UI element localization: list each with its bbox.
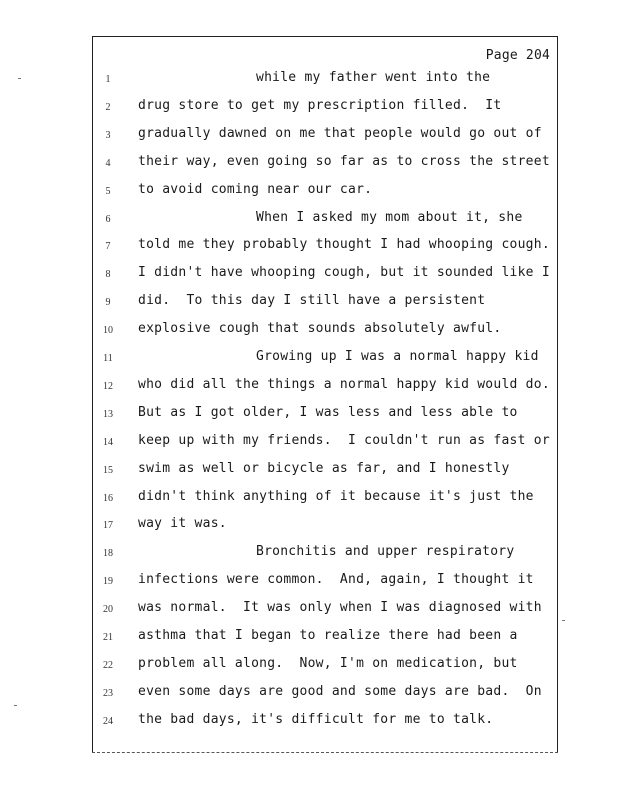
line-text: drug store to get my prescription filled. It xyxy=(138,97,502,113)
line-number: 20 xyxy=(103,604,113,616)
transcript-line xyxy=(0,405,618,425)
line-text: gradually dawned on me that people would go out of xyxy=(138,125,542,141)
line-text: way it was. xyxy=(138,516,227,532)
line-number: 6 xyxy=(105,213,111,225)
transcript-line xyxy=(0,237,618,257)
line-number: 13 xyxy=(103,408,113,420)
transcript-line xyxy=(0,600,618,620)
line-text: I didn't have whooping cough, but it sounded like I xyxy=(138,265,550,281)
transcript-line xyxy=(0,516,618,536)
line-number: 2 xyxy=(105,101,111,113)
transcript-line xyxy=(0,712,618,732)
transcript-line xyxy=(0,182,618,202)
line-text: was normal. It was only when I was diagnosed with xyxy=(138,600,542,616)
line-number: 4 xyxy=(105,157,111,169)
transcript-line xyxy=(0,154,618,174)
line-text: did. To this day I still have a persistent xyxy=(138,293,486,309)
line-text: infections were common. And, again, I thought it xyxy=(138,572,534,588)
line-text: the bad days, it's difficult for me to talk. xyxy=(138,711,494,727)
page-number: Page 204 xyxy=(485,48,550,63)
transcript-line xyxy=(0,377,618,397)
line-text: while my father went into the xyxy=(256,70,491,85)
transcript-line xyxy=(0,572,618,592)
line-number: 7 xyxy=(105,241,111,253)
line-number: 24 xyxy=(103,715,113,727)
transcript-line xyxy=(0,656,618,676)
line-number: 22 xyxy=(103,659,113,671)
transcript-line xyxy=(0,461,618,481)
line-text: explosive cough that sounds absolutely awful. xyxy=(138,321,502,337)
transcript-line xyxy=(0,126,618,146)
line-text: problem all along. Now, I'm on medication, but xyxy=(138,655,518,671)
line-number: 17 xyxy=(103,520,113,532)
transcript-line xyxy=(0,349,618,369)
line-number: 8 xyxy=(105,269,111,281)
scan-speck xyxy=(562,620,565,621)
line-number: 11 xyxy=(103,353,113,364)
line-number: 15 xyxy=(103,464,113,476)
line-number: 12 xyxy=(103,380,113,392)
transcript-line xyxy=(0,98,618,118)
line-text: to avoid coming near our car. xyxy=(138,181,373,197)
line-number: 3 xyxy=(105,129,111,141)
line-text: Bronchitis and upper respiratory xyxy=(256,544,515,560)
line-number: 9 xyxy=(105,297,111,309)
line-text: even some days are good and some days are bad. On xyxy=(138,683,542,699)
transcript-line xyxy=(0,544,618,564)
line-number: 5 xyxy=(105,185,111,197)
line-number: 16 xyxy=(103,492,113,504)
line-text: keep up with my friends. I couldn't run as fast or xyxy=(138,432,550,448)
line-number: 14 xyxy=(103,436,113,448)
transcript-line xyxy=(0,433,618,453)
transcript-line xyxy=(0,684,618,704)
transcript-line xyxy=(0,293,618,313)
line-number: 23 xyxy=(103,687,113,699)
line-text: But as I got older, I was less and less able to xyxy=(138,404,518,420)
scan-speck xyxy=(14,705,17,706)
line-number: 18 xyxy=(103,548,113,560)
line-number: 19 xyxy=(103,576,113,588)
line-text: Growing up I was a normal happy kid xyxy=(256,349,539,364)
line-number: 1 xyxy=(105,74,111,85)
transcript-line xyxy=(0,321,618,341)
scan-speck xyxy=(18,78,21,79)
line-text: When I asked my mom about it, she xyxy=(256,209,523,225)
transcript-line xyxy=(0,265,618,285)
transcript-line xyxy=(0,70,618,90)
line-text: asthma that I began to realize there had been a xyxy=(138,628,518,643)
line-text: didn't think anything of it because it's just the xyxy=(138,488,534,504)
line-text: swim as well or bicycle as far, and I honestly xyxy=(138,460,510,476)
transcript-line xyxy=(0,489,618,509)
line-text: their way, even going so far as to cross the street xyxy=(138,153,550,169)
transcript-line xyxy=(0,628,618,648)
transcript-line xyxy=(0,210,618,230)
line-number: 10 xyxy=(103,325,113,337)
line-text: told me they probably thought I had whooping cough. xyxy=(138,237,550,253)
line-text: who did all the things a normal happy kid would do. xyxy=(138,376,550,392)
line-number: 21 xyxy=(103,632,113,643)
